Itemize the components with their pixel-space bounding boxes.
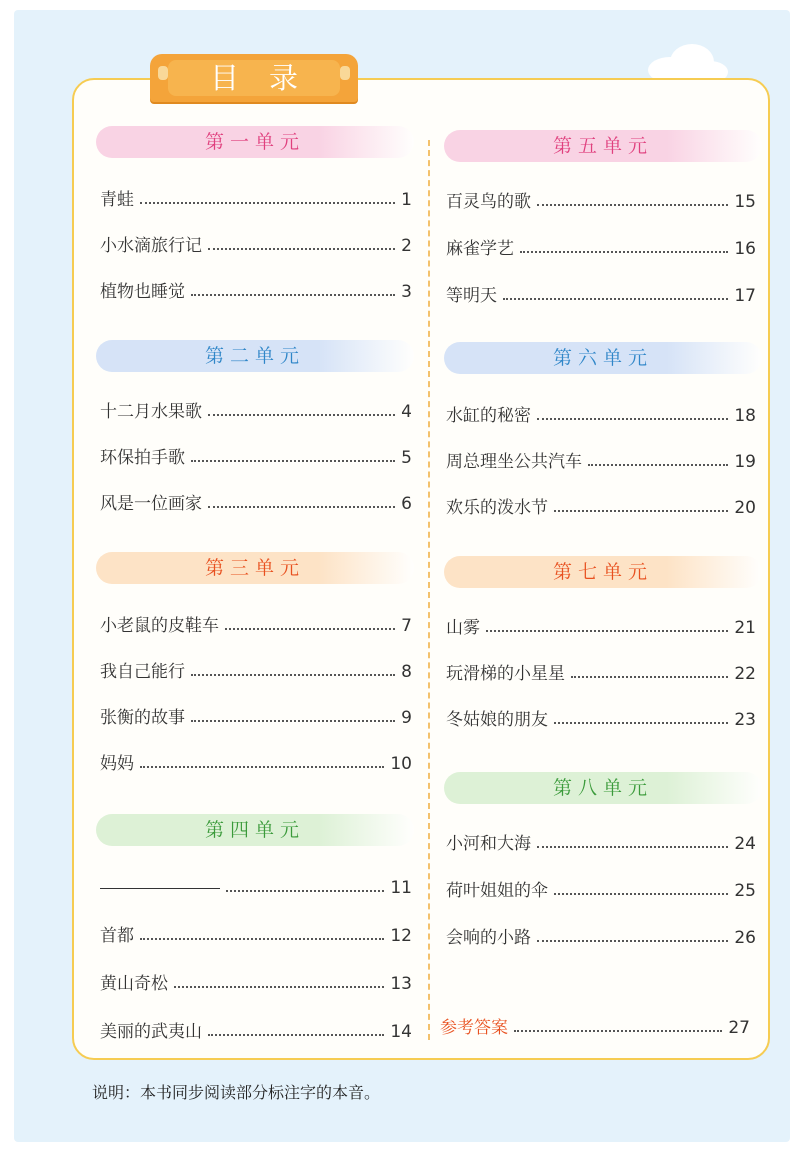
leader-dots [191, 720, 395, 722]
entry-page: 23 [734, 710, 756, 730]
leader-dots [191, 460, 395, 462]
entry-page: 17 [734, 286, 756, 306]
left-entry[interactable] [100, 490, 412, 514]
entry-title: 等明天 [446, 286, 497, 306]
leader-dots [191, 674, 395, 676]
entry-title: 欢乐的泼水节 [446, 498, 548, 518]
entry-title: 环保拍手歌 [100, 448, 185, 468]
leader-dots [225, 628, 395, 630]
answers-entry[interactable] [440, 1014, 750, 1038]
right-entry[interactable] [446, 706, 756, 730]
right-unit-header-3: 第七单元 [444, 556, 762, 588]
entry-title: 小水滴旅行记 [100, 236, 202, 256]
entry-title: 十二月水果歌 [100, 402, 202, 422]
right-entry[interactable] [446, 235, 756, 259]
right-entry[interactable] [446, 614, 756, 638]
leader-dots [588, 464, 728, 466]
left-unit-header-4: 第四单元 [96, 814, 414, 846]
left-entry[interactable] [100, 232, 412, 256]
entry-title [100, 878, 220, 898]
leader-dots [554, 510, 728, 512]
leader-dots [174, 986, 384, 988]
entry-page: 4 [401, 402, 412, 422]
right-entry[interactable] [446, 924, 756, 948]
right-unit-header-1: 第五单元 [444, 130, 762, 162]
right-unit-header-4: 第八单元 [444, 772, 762, 804]
entry-title: 小老鼠的皮鞋车 [100, 616, 219, 636]
entry-page: 6 [401, 494, 412, 514]
left-entry[interactable] [100, 444, 412, 468]
leader-dots [208, 1034, 384, 1036]
entry-title: 首都 [100, 926, 134, 946]
left-entry[interactable] [100, 278, 412, 302]
entry-title: 我自己能行 [100, 662, 185, 682]
right-unit-header-2: 第六单元 [444, 342, 762, 374]
entry-title: 青蛙 [100, 190, 134, 210]
entry-page: 13 [390, 974, 412, 994]
entry-title: 风是一位画家 [100, 494, 202, 514]
right-entry[interactable] [446, 188, 756, 212]
leader-dots [537, 204, 728, 206]
left-entry[interactable] [100, 398, 412, 422]
entry-page: 12 [390, 926, 412, 946]
right-entry[interactable] [446, 830, 756, 854]
leader-dots [554, 722, 728, 724]
blank-title-line [100, 888, 220, 889]
leader-dots [554, 893, 728, 895]
left-entry[interactable] [100, 1018, 412, 1042]
left-entry[interactable] [100, 612, 412, 636]
entry-page: 7 [401, 616, 412, 636]
entry-title: 麻雀学艺 [446, 239, 514, 259]
leader-dots [191, 294, 395, 296]
entry-page: 11 [390, 878, 412, 898]
entry-page: 15 [734, 192, 756, 212]
left-entry[interactable] [100, 658, 412, 682]
right-entry[interactable] [446, 448, 756, 472]
leader-dots [537, 846, 728, 848]
leader-dots [208, 414, 395, 416]
answers-title: 参考答案 [440, 1018, 508, 1038]
left-entry[interactable] [100, 750, 412, 774]
entry-title: 美丽的武夷山 [100, 1022, 202, 1042]
leader-dots [486, 630, 728, 632]
leader-dots [537, 940, 728, 942]
leader-dots [571, 676, 728, 678]
entry-page: 21 [734, 618, 756, 638]
entry-page: 14 [390, 1022, 412, 1042]
entry-title: 张衡的故事 [100, 708, 185, 728]
leader-dots [537, 418, 728, 420]
leader-dots [520, 251, 728, 253]
entry-page: 26 [734, 928, 756, 948]
entry-page: 5 [401, 448, 412, 468]
entry-title: 小河和大海 [446, 834, 531, 854]
entry-title: 荷叶姐姐的伞 [446, 881, 548, 901]
leader-dots [503, 298, 728, 300]
title-tab [150, 54, 358, 102]
entry-page: 25 [734, 881, 756, 901]
entry-page: 20 [734, 498, 756, 518]
leader-dots [226, 890, 384, 892]
left-entry[interactable] [100, 186, 412, 210]
entry-title: 百灵鸟的歌 [446, 192, 531, 212]
entry-page: 2 [401, 236, 412, 256]
answers-page: 27 [728, 1018, 750, 1038]
entry-title: 会响的小路 [446, 928, 531, 948]
leader-dots [208, 506, 395, 508]
left-entry[interactable] [100, 704, 412, 728]
column-divider [428, 140, 430, 1040]
entry-page: 22 [734, 664, 756, 684]
right-entry[interactable] [446, 402, 756, 426]
left-entry[interactable] [100, 922, 412, 946]
note-text: 说明：本书同步阅读部分标注字的本音。 [92, 1083, 381, 1102]
entry-title: 水缸的秘密 [446, 406, 531, 426]
entry-page: 16 [734, 239, 756, 259]
right-entry[interactable] [446, 660, 756, 684]
entry-page: 1 [401, 190, 412, 210]
leader-dots [140, 938, 384, 940]
left-unit-header-1: 第一单元 [96, 126, 414, 158]
leader-dots [140, 202, 395, 204]
entry-title: 山雾 [446, 618, 480, 638]
entry-title: 黄山奇松 [100, 974, 168, 994]
left-entry[interactable] [100, 874, 412, 898]
right-entry[interactable] [446, 282, 756, 306]
entry-title: 周总理坐公共汽车 [446, 452, 582, 472]
entry-page: 18 [734, 406, 756, 426]
leader-dots [514, 1030, 722, 1032]
entry-title: 玩滑梯的小星星 [446, 664, 565, 684]
right-entry[interactable] [446, 494, 756, 518]
entry-title: 冬姑娘的朋友 [446, 710, 548, 730]
left-unit-header-2: 第二单元 [96, 340, 414, 372]
entry-page: 10 [390, 754, 412, 774]
entry-page: 8 [401, 662, 412, 682]
entry-page: 19 [734, 452, 756, 472]
page-title: 目录 [209, 61, 328, 95]
entry-page: 9 [401, 708, 412, 728]
entry-page: 3 [401, 282, 412, 302]
entry-title: 植物也睡觉 [100, 282, 185, 302]
left-entry[interactable] [100, 970, 412, 994]
left-unit-header-3: 第三单元 [96, 552, 414, 584]
entry-title: 妈妈 [100, 754, 134, 774]
leader-dots [208, 248, 395, 250]
right-entry[interactable] [446, 877, 756, 901]
leader-dots [140, 766, 384, 768]
entry-page: 24 [734, 834, 756, 854]
